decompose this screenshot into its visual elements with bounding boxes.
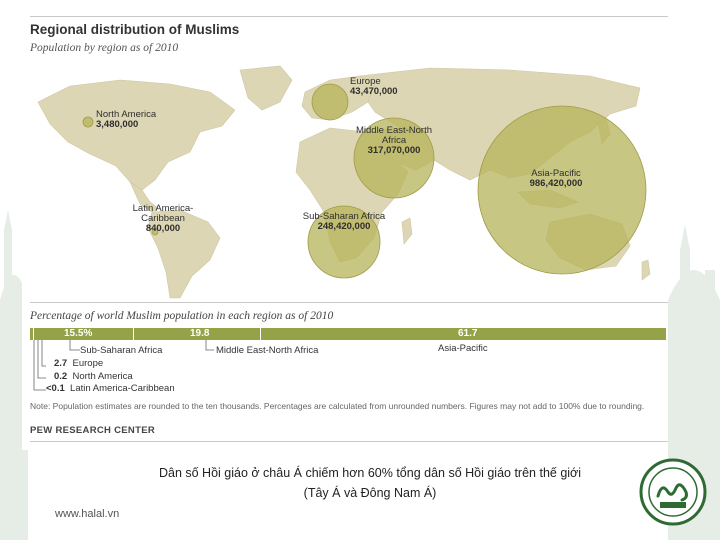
bottom-rule — [30, 441, 668, 442]
chart-title: Regional distribution of Muslims — [30, 22, 240, 37]
label-north-america: North America 3,480,000 — [96, 109, 157, 130]
bar-value-middle-east: 19.8 — [190, 328, 210, 339]
bar-value-sub-saharan: 15.5% — [64, 328, 93, 339]
bubble-europe — [312, 84, 348, 120]
top-rule — [30, 16, 668, 17]
madagascar-shape — [402, 218, 412, 244]
segment-label-middle-east: Middle East-North Africa — [216, 345, 319, 356]
greenland-shape — [240, 66, 292, 110]
small-region-latin-america: <0.1 Latin America-Caribbean — [46, 383, 175, 394]
section-rule — [30, 302, 668, 303]
footer-url[interactable]: www.halal.vn — [55, 508, 120, 520]
segment-label-asia-pacific: Asia-Pacific — [438, 343, 488, 354]
source-credit: PEW RESEARCH CENTER — [30, 425, 155, 436]
slide-caption — [110, 463, 630, 503]
label-europe: Europe 43,470,000 — [350, 76, 398, 97]
label-asia-pacific: Asia-Pacific 986,420,000 — [529, 168, 583, 189]
caption-line-1: Dân số Hồi giáo ở châu Á chiếm hơn 60% tổng dân số Hồi giáo trên thế giới — [158, 466, 582, 480]
north-america-shape — [38, 80, 235, 190]
small-region-north-america: 0.2 North America — [54, 371, 133, 382]
label-latin-america: Latin America-Caribbean 840,000 — [132, 203, 194, 234]
percentage-bar — [30, 328, 666, 340]
bubble-north-america — [83, 117, 93, 127]
divider-middle-east — [260, 328, 261, 340]
chart-subtitle: Population by region as of 2010 — [30, 42, 179, 54]
small-region-europe: 2.7 Europe — [54, 358, 104, 369]
divider-small-regions — [33, 328, 34, 340]
segment-label-sub-saharan: Sub-Saharan Africa — [80, 345, 163, 356]
label-middle-east-north-africa: Middle East-North Africa 317,070,000 — [355, 125, 433, 156]
caption-line-2: (Tây Á và Đông Nam Á) — [303, 486, 437, 500]
divider-sub-saharan — [133, 328, 134, 340]
new-zealand-shape — [642, 260, 650, 280]
label-sub-saharan-africa: Sub-Saharan Africa 248,420,000 — [302, 211, 386, 232]
halal-logo-icon — [638, 452, 708, 532]
bubble-asia-pacific — [478, 106, 646, 274]
bar-value-asia-pacific: 61.7 — [458, 328, 478, 339]
footnote: Note: Population estimates are rounded to the ten thousands. Percentages are calculated from unrounded numbers. Figures may not add to 100% due to rounding. — [30, 401, 645, 411]
infographic-card — [22, 14, 668, 450]
percentage-title: Percentage of world Muslim population in each region as of 2010 — [30, 310, 334, 322]
